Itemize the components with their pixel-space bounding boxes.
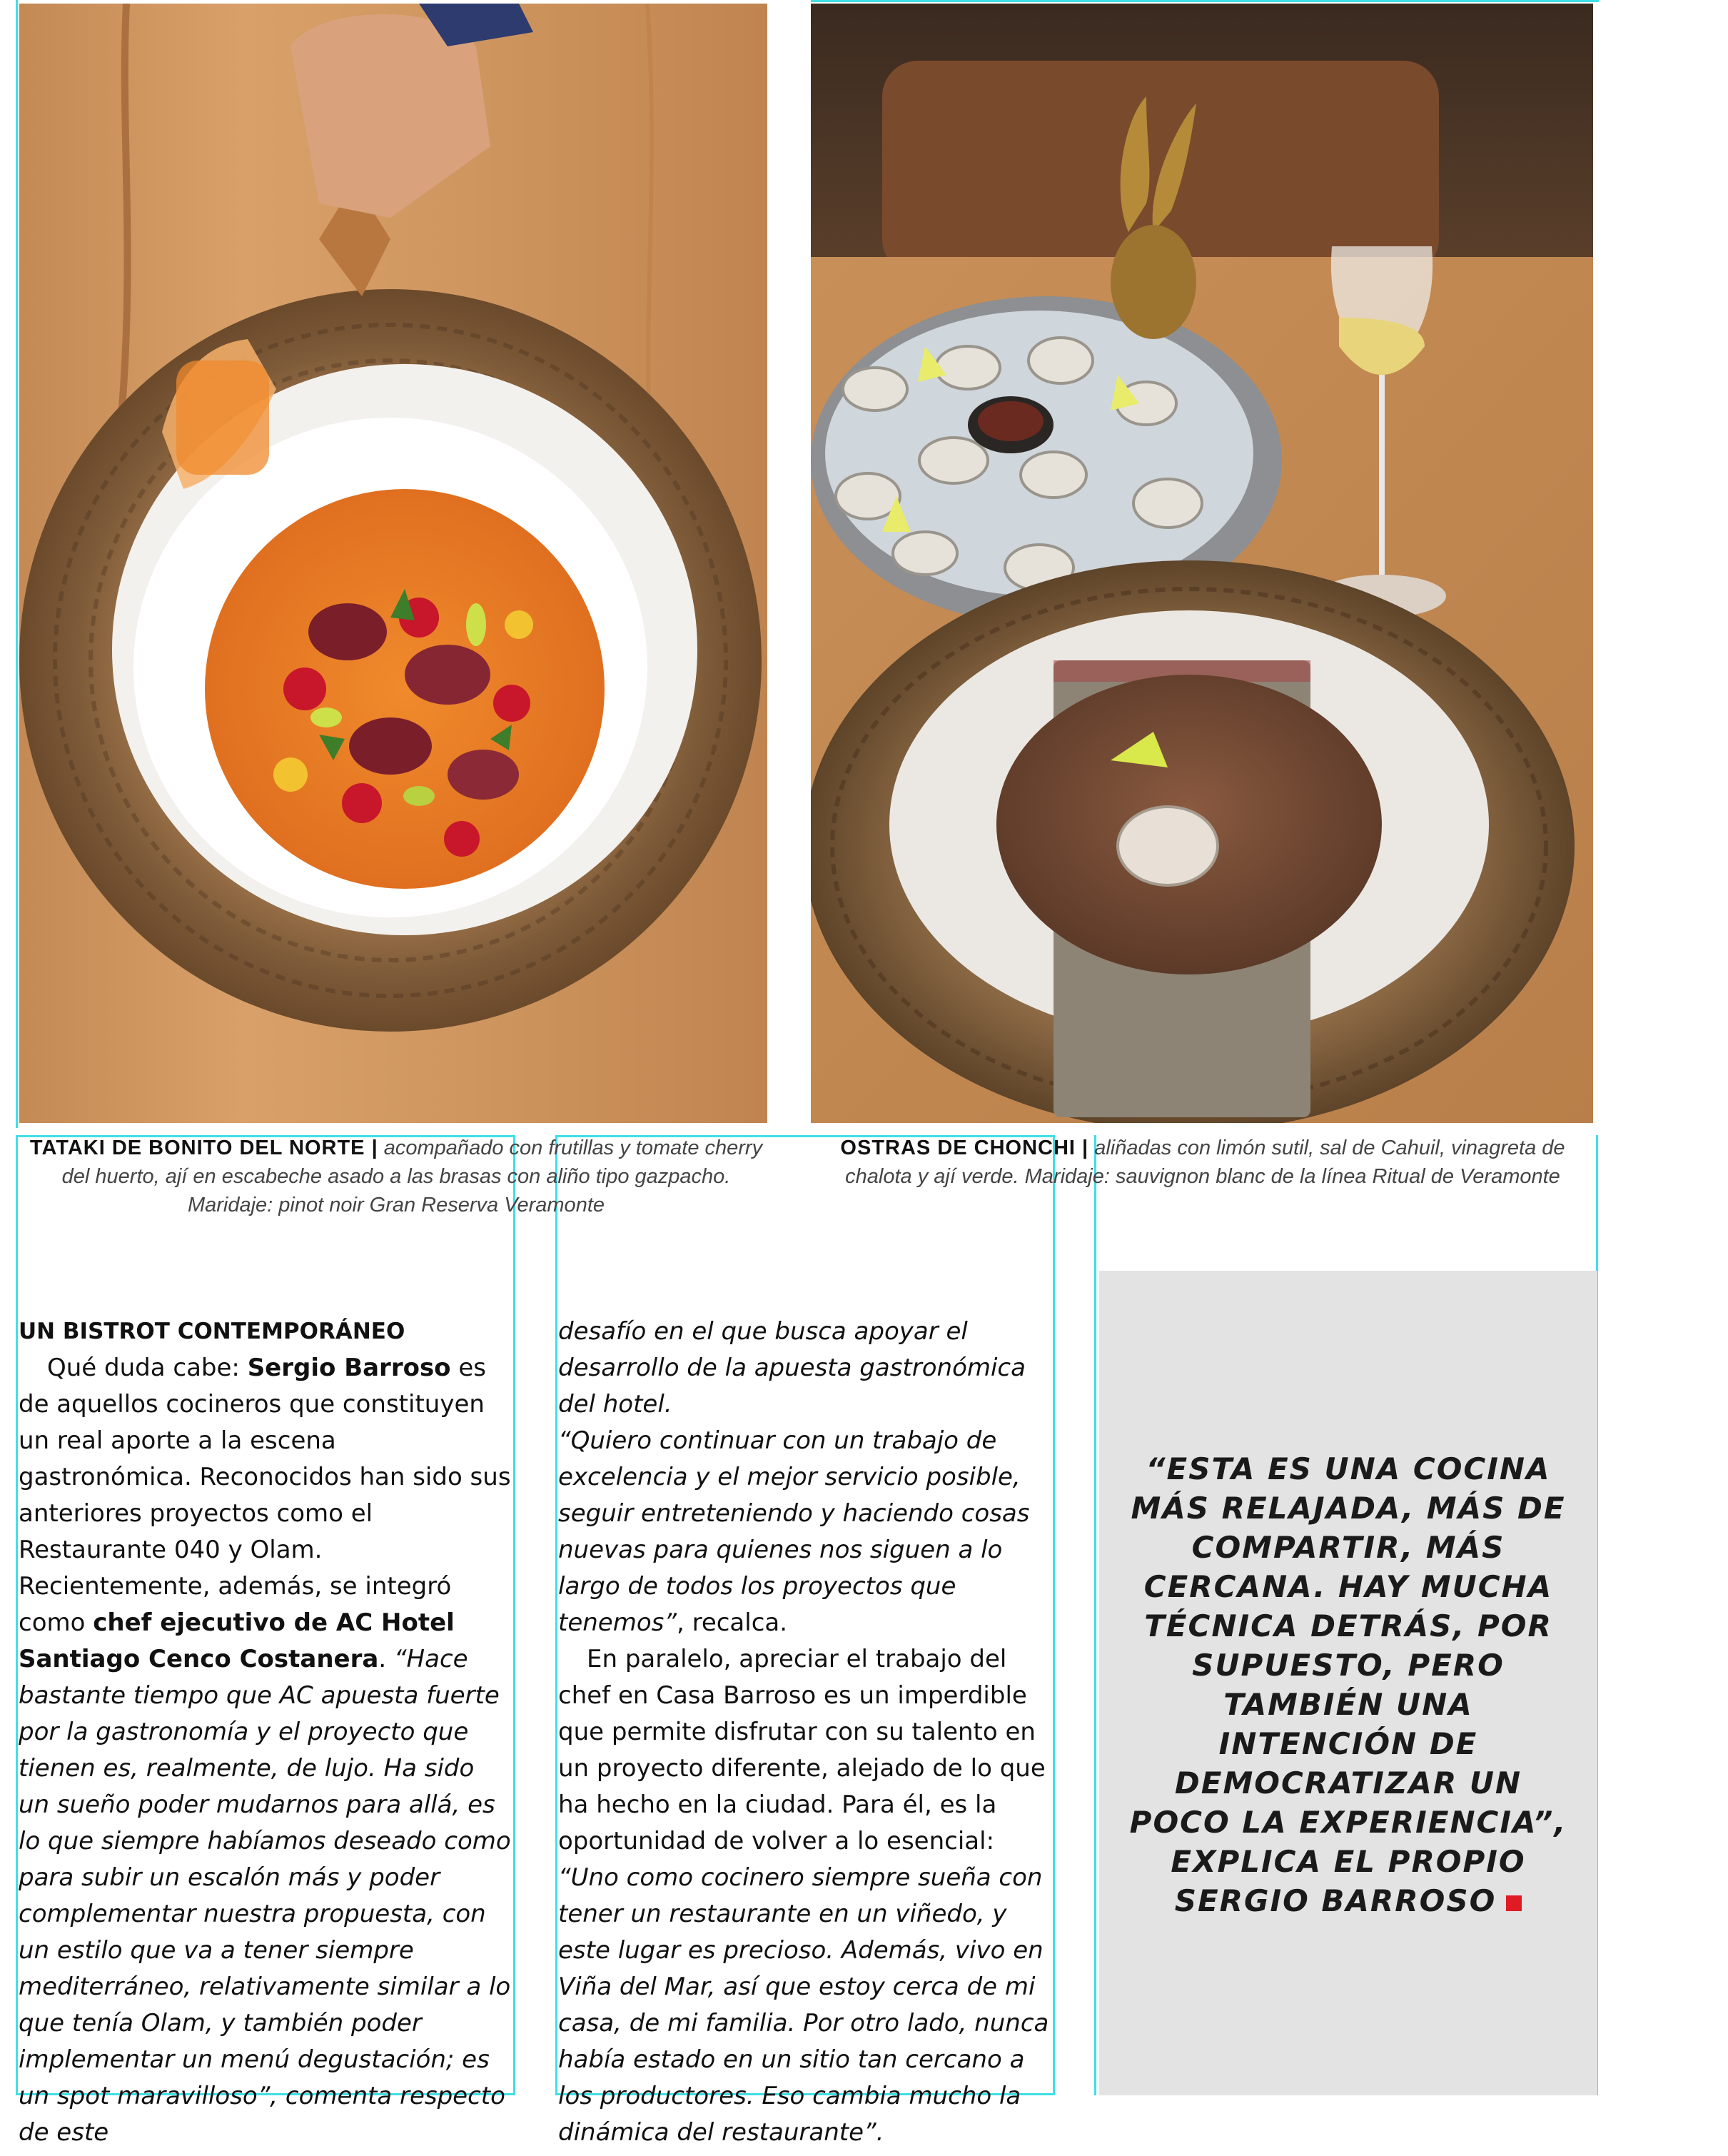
- chef-quote: “Hace bastante tiempo que AC apuesta fuerte por la gastronomía y el proyecto que tienen es, realmente, de lujo. Ha sido un sueño poder mudarnos para allá, es lo que siempre habíamos deseado como para subir un escalón más y poder complementar nuestra propuesta, con un estilo que va a tener siempre mediterráneo, relativamente similar a lo que tenía Olam, y también poder implementar un menú degustación; es un spot maravilloso”, comenta respecto de este: [19, 1645, 511, 2147]
- caption-oysters-title: OSTRAS DE CHONCHI |: [840, 1137, 1089, 1159]
- chef-name: Sergio Barroso: [247, 1354, 451, 1382]
- caption-oysters-body: aliñadas con limón sutil, sal de Cahuil, vinagreta de chalota y ají verde. Maridaje: sauvignon blanc de la línea Ritual de Veramonte: [845, 1137, 1565, 1188]
- text-run: En paralelo, apreciar el trabajo del chef en Casa Barroso es un imperdible que permite disfrutar con su talento en un proyecto diferente, alejado de lo que ha hecho en la ciudad. Para él, es la oportunidad de volver a lo esencial:: [558, 1645, 1046, 1855]
- oysters-photo: [811, 4, 1593, 1123]
- text-run: .: [378, 1645, 394, 1673]
- caption-tataki: [29, 1134, 764, 1219]
- end-mark-icon: [1506, 1895, 1522, 1911]
- text-run: , recalca.: [676, 1608, 788, 1637]
- column-2-paragraph-1: desafío en el que busca apoyar el desarrollo de la apuesta gastronómica del hotel.: [558, 1317, 1026, 1419]
- column-2-paragraph-2: [558, 1423, 1054, 1641]
- pullquote-box: [1099, 1271, 1597, 2095]
- caption-oysters: [821, 1134, 1585, 1191]
- chef-role: chef ejecutivo de AC Hotel Santiago Cenco Costanera: [19, 1608, 455, 1673]
- chef-quote: “Uno como cocinero siempre sueña con tener un restaurante en un viñedo, y este lugar es precioso. Además, vivo en Viña del Mar, así que estoy cerca de mi casa, de mi familia. Por otro lado, nunca había estado en un sitio tan cercano a los productores. Eso cambia mucho la dinámica del restaurante”.: [558, 1863, 1049, 2147]
- column-2-paragraph-3: [558, 1641, 1054, 2151]
- caption-tataki-body: acompañado con frutillas y tomate cherry del huerto, ají en escabeche asado a las brasas con aliño tipo gazpacho. Maridaje: pinot noir Gran Reserva Veramonte: [61, 1137, 763, 1216]
- section-heading: UN BISTROT CONTEMPORÁNEO: [19, 1319, 405, 1344]
- guide-frame-right-photo: [811, 0, 1599, 3]
- pullquote: [1128, 1449, 1569, 1920]
- text-run: Qué duda cabe:: [47, 1354, 248, 1382]
- text-run: es de aquellos cocineros que constituyen un real aporte a la escena gastronómica. Reconocidos han sido sus anteriores proyectos como el Restaurante 040 y Olam. Recientemente, además, se integró como: [19, 1354, 511, 1637]
- pullquote-text: “ESTA ES UNA COCINA MÁS RELAJADA, MÁS DE COMPARTIR, MÁS CERCANA. HAY MUCHA TÉCNICA DETRÁS, POR SUPUESTO, PERO TAMBIÉN UNA INTENCIÓN DE DEMOCRATIZAR UN POCO LA EXPERIENCIA”, EXPLICA EL PROPIO SERGIO BARROSO: [1129, 1451, 1567, 1918]
- article-column-2: [558, 1314, 1054, 2151]
- chef-quote: “Quiero continuar con un trabajo de excelencia y el mejor servicio posible, seguir entreteniendo y haciendo cosas nuevas para quienes nos siguen a lo largo de todos los proyectos que tenemos”: [558, 1426, 1030, 1637]
- article-column-1: [19, 1314, 511, 2151]
- tataki-photo: [19, 4, 767, 1123]
- column-1-paragraph: [19, 1350, 511, 2151]
- caption-tataki-title: TATAKI DE BONITO DEL NORTE |: [29, 1137, 378, 1159]
